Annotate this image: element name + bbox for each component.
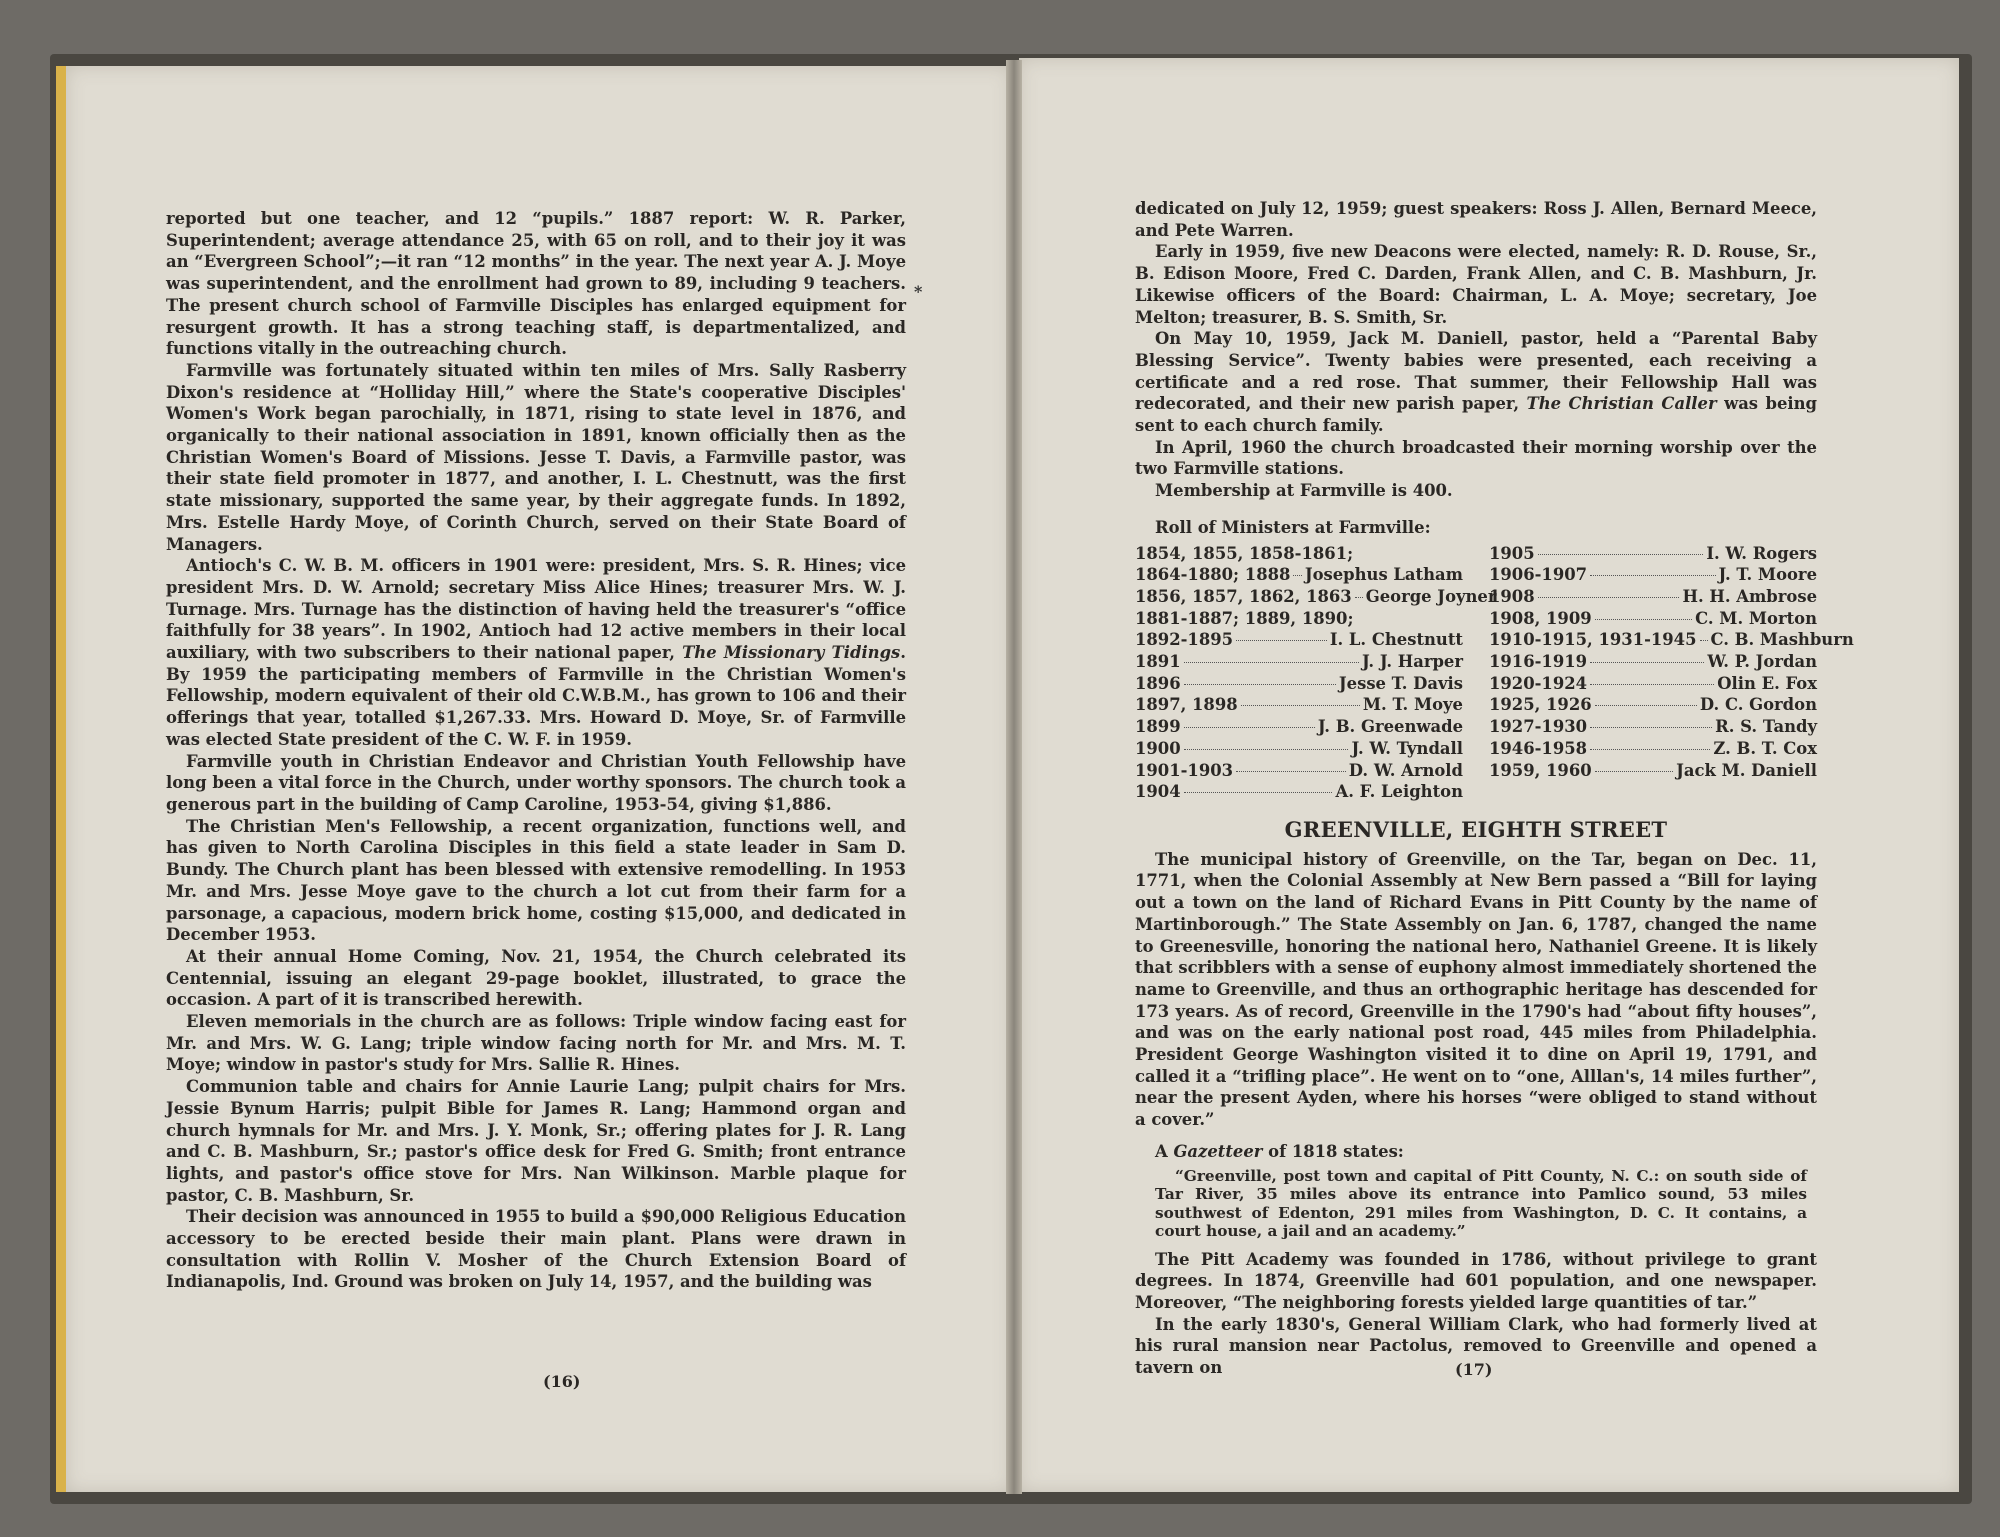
paragraph: The municipal history of Greenville, on the Tar, began on Dec. 11, 1771, when the Colonial Assembly at New Bern passed a “Bill for laying out a town on the land of Richard Evans in Pitt County by the name of Martinborough.” The State Assembly on Jan. 6, 1787, changed the name to Greenesville, honoring the national hero, Nathaniel Greene. It is likely that scribblers with a sense of euphony almost immediately shortened the name to Greenville, and thus an orthographic heritage has descended for 173 years. As of record, Greenville in the 1790's had “about fifty houses”, and was on the early national post road, 445 miles from Philadelphia. President George Washington visited it to dine on April 19, 1791, and called it a “trifling place”. He went on to “one, Alllan's, 14 miles further”, near the present Ayden, where his horses “were obliged to stand without a cover.”	[1135, 849, 1817, 1130]
roll-entry: 1891 J. J. Harper	[1135, 652, 1463, 672]
section-heading: GREENVILLE, EIGHTH STREET	[1284, 816, 1668, 842]
roll-entry: 1904 A. F. Leighton	[1135, 782, 1463, 802]
paragraph: The Pitt Academy was founded in 1786, without privilege to grant degrees. In 1874, Greenville had 601 population, and one newspaper. Moreover, “The neighboring forests yielded large quantities of tar.”	[1135, 1249, 1817, 1312]
left-page-text	[166, 208, 906, 1293]
roll-entry: 1881-1887; 1889, 1890;	[1135, 608, 1354, 628]
roll-entry: 1864-1880; 1888 Josephus Latham	[1135, 565, 1463, 585]
margin-mark: *	[914, 282, 923, 301]
roll-entry: 1908 H. H. Ambrose	[1489, 586, 1817, 606]
paragraph: reported but one teacher, and 12 “pupils.” 1887 report: W. R. Parker, Superintendent; average attendance 25, with 65 on roll, and to their joy it was an “Evergreen School”;—it ran “12 months” in the year. The next year A. J. Moye was superintendent, and the enrollment had grown to 89, including 9 teachers. The present church school of Farmville Disciples has enlarged equipment for resurgent growth. It has a strong teaching staff, is departmentalized, and functions vitally in the outreaching church.	[166, 209, 906, 359]
roll-entry: 1906-1907 J. T. Moore	[1489, 565, 1817, 585]
roll-entry: 1925, 1926 D. C. Gordon	[1489, 695, 1817, 715]
roll-entry: 1899 J. B. Greenwade	[1135, 717, 1463, 737]
roll-entry: 1920-1924 Olin E. Fox	[1489, 673, 1817, 693]
paragraph: The Christian Men's Fellowship, a recent organization, functions well, and has given to North Carolina Disciples in this field a state leader in Sam D. Bundy. The Church plant has been blessed with extensive remodelling. In 1953 Mr. and Mrs. Jesse Moye gave to the church a lot cut from their farm for a parsonage, a capacious, modern brick home, costing $15,000, and dedicated in December 1953.	[166, 816, 906, 945]
roll-entry: 1856, 1857, 1862, 1863 George Joyner	[1135, 586, 1497, 606]
roll-entry: 1900 J. W. Tyndall	[1135, 738, 1463, 758]
roll-entry: 1896 Jesse T. Davis	[1135, 673, 1463, 693]
paragraph: Membership at Farmville is 400.	[1155, 481, 1453, 501]
paragraph: Eleven memorials in the church are as follows: Triple window facing east for Mr. and Mrs. W. G. Lang; triple window facing north for Mr. and Mrs. M. T. Moye; window in pastor's study for Mrs. Sallie R. Hines.	[166, 1012, 906, 1075]
paragraph: At their annual Home Coming, Nov. 21, 1954, the Church celebrated its Centennial, issuing an elegant 29-page booklet, illustrated, to grace the occasion. A part of it is transcribed herewith.	[166, 946, 906, 1010]
roll-entry: 1959, 1960 Jack M. Daniell	[1489, 760, 1817, 780]
paragraph: Early in 1959, five new Deacons were elected, namely: R. D. Rouse, Sr., B. Edison Moore, Fred C. Darden, Frank Allen, and C. B. Mashburn, Jr. Likewise officers of the Board: Chairman, L. A. Moye; secretary, Joe Melton; treasurer, B. S. Smith, Sr.	[1135, 242, 1817, 327]
roll-entry: 1908, 1909 C. M. Morton	[1489, 608, 1817, 628]
roll-column-right	[1489, 543, 1854, 803]
paragraph: In the early 1830's, General William Clark, who had formerly lived at his rural mansion near Pactolus, removed to Greenville and opened a tavern on	[1135, 1314, 1817, 1378]
right-page-text	[1135, 198, 1854, 1379]
roll-entry: 1901-1903 D. W. Arnold	[1135, 760, 1463, 780]
paragraph-antioch: Antioch's C. W. B. M. officers in 1901 were: president, Mrs. S. R. Hines; vice president Mrs. D. W. Arnold; secretary Miss Alice Hines; treasurer Mrs. W. J. Turnage. Mrs. Turnage has the distinction of having held the treasurer's “office faithfully for 38 years”. In 1902, Antioch had 12 active members in their local auxiliary, with two subscribers to their national paper, The Missionary Tidings. By 1959 the participating members of Farmville in the Christian Women's Fellowship, modern equivalent of their old C.W.B.M., has grown to 106 and their offerings that year, totalled $1,267.33. Mrs. Howard D. Moye, Sr. of Farmville was elected State president of the C. W. F. in 1959.	[166, 556, 906, 749]
roll-entry: 1892-1895 I. L. Chestnutt	[1135, 630, 1463, 650]
roll-of-ministers	[1135, 543, 1854, 803]
roll-entry: 1927-1930 R. S. Tandy	[1489, 717, 1817, 737]
paragraph-baby-blessing: On May 10, 1959, Jack M. Daniell, pastor, held a “Parental Baby Blessing Service”. Twenty babies were presented, each receiving a certificate and a red rose. That summer, their Fellowship Hall was redecorated, and their new parish paper, The Christian Caller was being sent to each church family.	[1135, 329, 1817, 436]
paragraph: Their decision was announced in 1955 to build a $90,000 Religious Education accessory to be erected beside their main plant. Plans were drawn in consultation with Rollin V. Mosher of the Church Extension Board of Indianapolis, Ind. Ground was broken on July 14, 1957, and the building was	[166, 1207, 906, 1292]
block-quote: “Greenville, post town and capital of Pitt County, N. C.: on south side of Tar River, 35 miles above its entrance into Pamlico sound, 53 miles southwest of Edenton, 291 miles from Washington, D. C. It contains, a court house, a jail and an academy.”	[1155, 1166, 1807, 1241]
page-number: (16)	[543, 1372, 581, 1391]
roll-title: Roll of Ministers at Farmville:	[1155, 517, 1431, 537]
roll-entry: 1946-1958 Z. B. T. Cox	[1489, 738, 1817, 758]
roll-entry: 1897, 1898 M. T. Moye	[1135, 695, 1463, 715]
book-gutter	[1006, 60, 1022, 1494]
page-number: (17)	[1455, 1360, 1493, 1379]
roll-entry: 1905 I. W. Rogers	[1489, 543, 1817, 563]
roll-entry: 1916-1919 W. P. Jordan	[1489, 652, 1817, 672]
roll-column-left	[1135, 543, 1497, 803]
roll-entry: 1854, 1855, 1858-1861;	[1135, 543, 1354, 563]
paragraph: In April, 1960 the church broadcasted their morning worship over the two Farmville stations.	[1135, 437, 1817, 479]
roll-entry: 1910-1915, 1931-1945 C. B. Mashburn	[1489, 630, 1854, 650]
paragraph: Farmville youth in Christian Endeavor and Christian Youth Fellowship have long been a vital force in the Church, under worthy sponsors. The church took a generous part in the building of Camp Caroline, 1953-54, giving $1,886.	[166, 751, 906, 814]
paragraph: Communion table and chairs for Annie Laurie Lang; pulpit chairs for Mrs. Jessie Bynum Harris; pulpit Bible for James R. Lang; Hammond organ and church hymnals for Mr. and Mrs. J. Y. Monk, Sr.; offering plates for J. R. Lang and C. B. Mashburn, Sr.; pastor's office desk for Fred G. Smith; front entrance lights, and pastor's office stove for Mrs. Nan Wilkinson. Marble plaque for pastor, C. B. Mashburn, Sr.	[166, 1077, 906, 1205]
paragraph: Farmville was fortunately situated within ten miles of Mrs. Sally Rasberry Dixon's residence at “Holliday Hill,” where the State's cooperative Disciples' Women's Work began parochially, in 1871, rising to state level in 1876, and organically to their national association in 1891, known officially then as the Christian Women's Board of Missions. Jesse T. Davis, a Farmville pastor, was their state field promoter in 1877, and another, I. L. Chestnutt, was the first state missionary, supported the same year, by their aggregate funds. In 1892, Mrs. Estelle Hardy Moye, of Corinth Church, served on their State Board of Managers.	[166, 360, 906, 554]
paragraph: dedicated on July 12, 1959; guest speakers: Ross J. Allen, Bernard Meece, and Pete Warren.	[1135, 199, 1817, 240]
gazetteer-intro: A Gazetteer of 1818 states:	[1155, 1141, 1404, 1161]
